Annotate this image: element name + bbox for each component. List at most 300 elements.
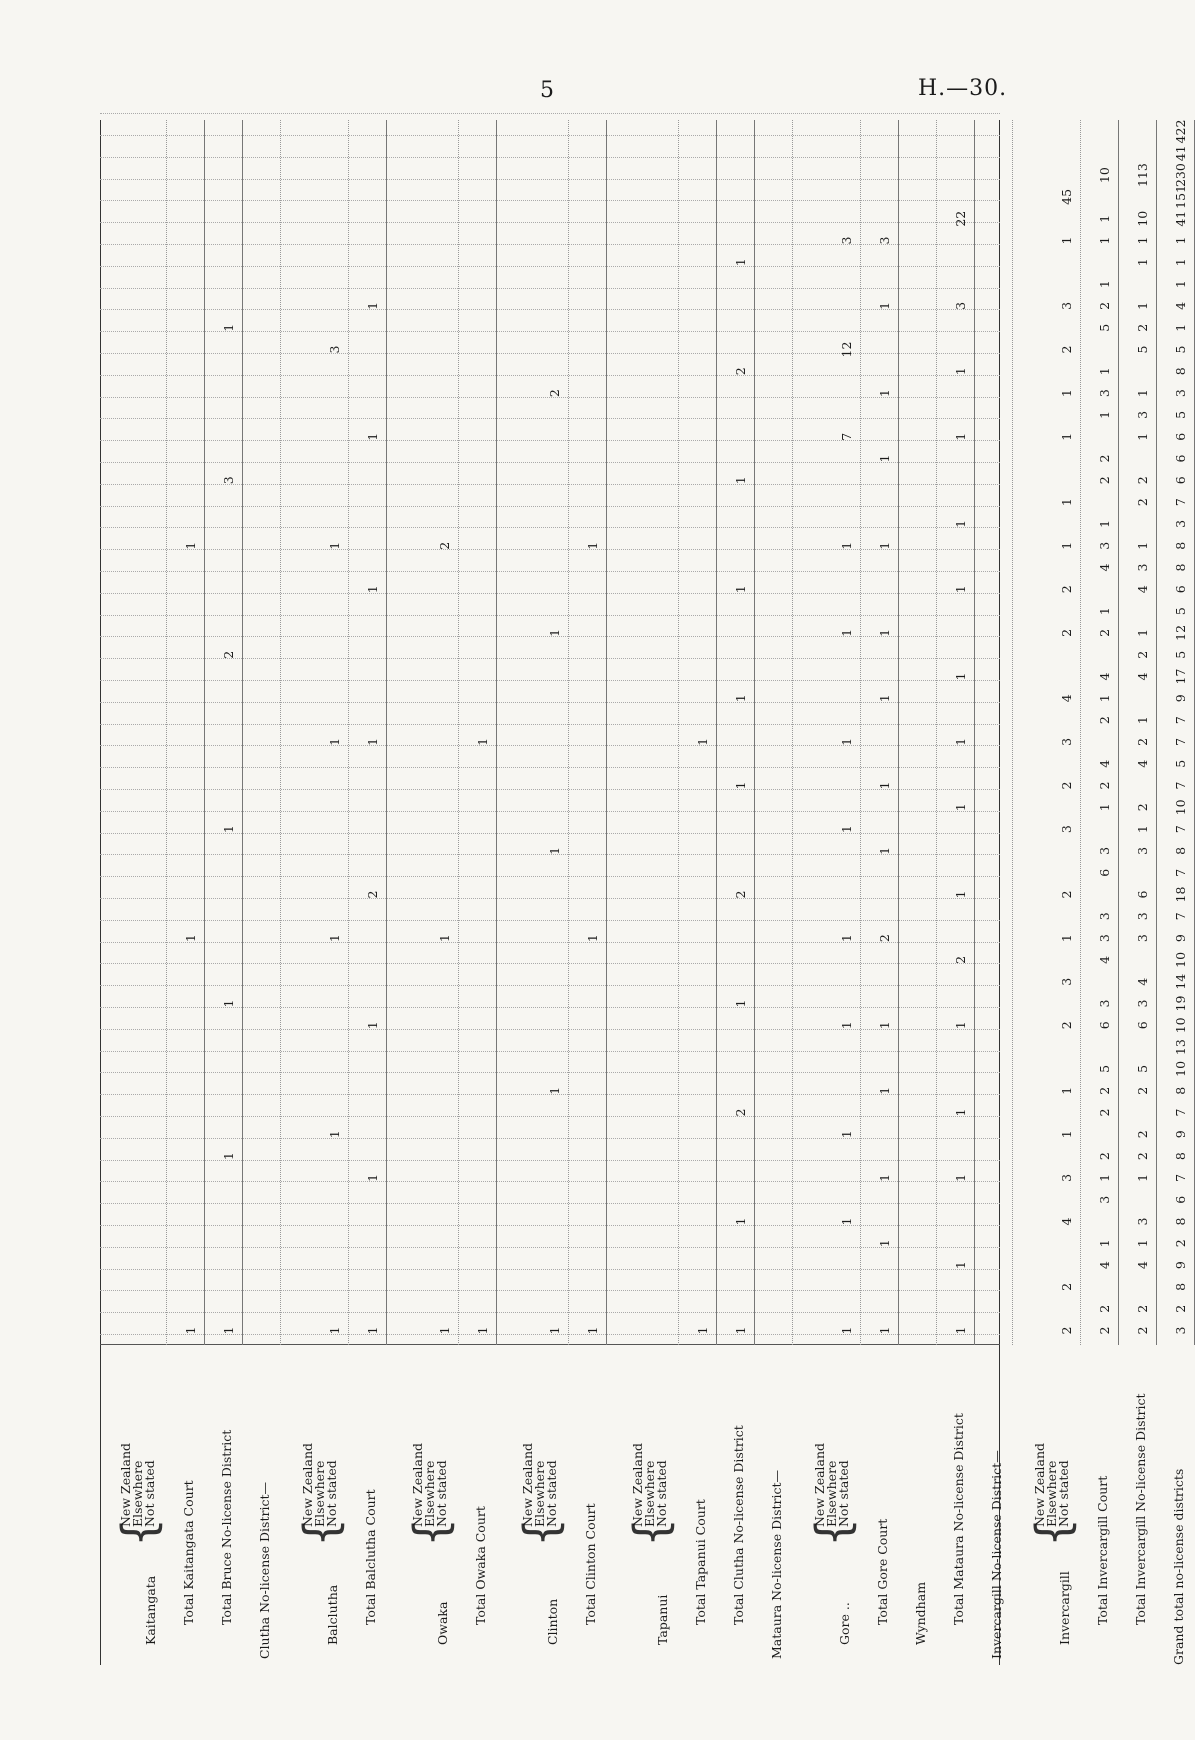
- sub-row-label: New Zealand: [630, 1442, 645, 1527]
- row-label: Balclutha: [325, 1584, 340, 1645]
- brace-icon: {: [112, 1517, 166, 1547]
- table-cell: 2: [1135, 1130, 1150, 1139]
- table-cell: 5: [1097, 1064, 1112, 1073]
- table-cell: 2: [1135, 323, 1150, 332]
- row-rule: [1118, 120, 1119, 1345]
- table-cell: 1: [183, 1326, 198, 1335]
- table-cell: 3: [1097, 999, 1112, 1008]
- table-cell: 1: [437, 934, 452, 943]
- table-cell: 1: [221, 1326, 236, 1335]
- row-values: [1173, 120, 1191, 1345]
- table-cell: 1: [1059, 1086, 1074, 1095]
- table-cell: 2: [1135, 1152, 1150, 1161]
- table-cell: 22: [953, 210, 968, 227]
- table-cell: 1: [953, 737, 968, 746]
- table-cell: 4: [1135, 1261, 1150, 1270]
- table-cell: 1: [953, 367, 968, 376]
- table-cell: 2: [1135, 1304, 1150, 1313]
- row-values: [1097, 120, 1115, 1345]
- table-cell: 1: [839, 1217, 854, 1226]
- table-cell: 3: [1059, 301, 1074, 310]
- table-cell: 1: [437, 1326, 452, 1335]
- row-rule: [496, 120, 497, 1345]
- table-cell: 9: [1173, 1261, 1188, 1270]
- table-cell: 1: [1097, 410, 1112, 419]
- table-cell: 5: [1173, 410, 1188, 419]
- table-cell: 2: [733, 367, 748, 376]
- table-cell: 1: [365, 1021, 380, 1030]
- table-cell: 1: [1097, 280, 1112, 289]
- table-cell: 1: [839, 541, 854, 550]
- table-cell: 1: [733, 781, 748, 790]
- table-cell: 1: [877, 628, 892, 637]
- table-cell: 4: [1135, 672, 1150, 681]
- table-cell: 3: [1135, 563, 1150, 572]
- table-cell: 1: [1135, 432, 1150, 441]
- sub-row-label: Not stated: [324, 1460, 339, 1527]
- table-cell: 1: [547, 846, 562, 855]
- row-label: Total Clinton Court: [583, 1503, 598, 1625]
- table-cell: 1: [839, 934, 854, 943]
- table-cell: 1: [327, 1130, 342, 1139]
- sub-row-label: New Zealand: [1032, 1442, 1047, 1527]
- table-cell: 3: [1135, 1217, 1150, 1226]
- table-cell: 1: [953, 672, 968, 681]
- row-label: Kaitangata: [143, 1575, 158, 1645]
- table-cell: 8: [1173, 367, 1188, 376]
- table-cell: 4: [1059, 694, 1074, 703]
- brace-icon: {: [806, 1517, 860, 1547]
- row-label: Total Gore Court: [875, 1518, 890, 1625]
- table-cell: 1: [1097, 803, 1112, 812]
- sub-row-label: Not stated: [142, 1460, 157, 1527]
- row-label: Total Bruce No-license District: [219, 1429, 234, 1625]
- table-cell: 3: [1059, 1173, 1074, 1182]
- table-cell: 41: [1173, 145, 1188, 162]
- table-cell: 2: [1097, 1086, 1112, 1095]
- table-cell: 1: [365, 432, 380, 441]
- row-rule: [678, 120, 679, 1345]
- table-cell: 3: [1097, 912, 1112, 921]
- table-cell: 1: [327, 934, 342, 943]
- table-cell: 1: [877, 301, 892, 310]
- table-cell: 3: [839, 236, 854, 245]
- sub-row-label: Not stated: [1056, 1460, 1071, 1527]
- table-cell: 2: [1059, 890, 1074, 899]
- row-label: Total Balclutha Court: [363, 1489, 378, 1625]
- statistics-table: [100, 119, 1188, 1665]
- table-cell: 1: [475, 737, 490, 746]
- table-cell: 3: [1135, 934, 1150, 943]
- table-cell: 1: [1173, 236, 1188, 245]
- table-cell: 1: [877, 389, 892, 398]
- table-cell: 3: [221, 476, 236, 485]
- table-cell: 1: [585, 1326, 600, 1335]
- table-cell: 230: [1173, 163, 1188, 188]
- document-code: H.—30.: [918, 76, 1008, 101]
- table-cell: 5: [1173, 759, 1188, 768]
- row-rule: [166, 120, 167, 1345]
- table-cell: 2: [1135, 1326, 1150, 1335]
- table-cell: 2: [1097, 1152, 1112, 1161]
- table-cell: 5: [1135, 345, 1150, 354]
- table-cell: 6: [1173, 454, 1188, 463]
- table-cell: 1: [953, 585, 968, 594]
- brace-icon: {: [404, 1517, 458, 1547]
- row-label: Gore ..: [837, 1602, 852, 1645]
- table-cell: 1: [1059, 934, 1074, 943]
- row-rule: [204, 120, 205, 1345]
- row-label: Invercargill: [1057, 1571, 1072, 1645]
- table-cell: 19: [1173, 995, 1188, 1012]
- table-cell: 3: [327, 345, 342, 354]
- table-cell: 5: [1135, 1064, 1150, 1073]
- table-cell: 2: [1135, 498, 1150, 507]
- table-cell: 113: [1135, 163, 1150, 188]
- table-cell: 3: [1097, 1195, 1112, 1204]
- row-values: [1059, 120, 1077, 1345]
- sub-row-label: Elsewhere: [312, 1460, 327, 1527]
- table-cell: 7: [1173, 498, 1188, 507]
- table-cell: 2: [1097, 1304, 1112, 1313]
- table-cell: 2: [1135, 737, 1150, 746]
- table-cell: 2: [1173, 1304, 1188, 1313]
- row-label: Total Invercargill Court: [1095, 1475, 1110, 1625]
- table-cell: 1: [327, 541, 342, 550]
- row-label: Wyndham: [913, 1581, 928, 1645]
- table-cell: 3: [1097, 389, 1112, 398]
- table-cell: 1: [183, 934, 198, 943]
- table-cell: 4: [1135, 759, 1150, 768]
- table-cell: 1: [327, 1326, 342, 1335]
- sub-row-label: Not stated: [544, 1460, 559, 1527]
- row-label: Clinton: [545, 1598, 560, 1645]
- table-cell: 2: [437, 541, 452, 550]
- table-cell: 1: [365, 737, 380, 746]
- table-cell: 1: [365, 585, 380, 594]
- table-cell: 1: [953, 1173, 968, 1182]
- table-cell: 1: [877, 1021, 892, 1030]
- sub-row-label: Elsewhere: [422, 1460, 437, 1527]
- sub-row-label: New Zealand: [300, 1442, 315, 1527]
- table-cell: 9: [1173, 694, 1188, 703]
- table-cell: 8: [1173, 1282, 1188, 1291]
- table-cell: 2: [953, 955, 968, 964]
- table-cell: 3: [1173, 389, 1188, 398]
- table-cell: 10: [1173, 1060, 1188, 1077]
- brace-icon: {: [624, 1517, 678, 1547]
- row-values: [547, 120, 565, 1345]
- row-values: [365, 120, 383, 1345]
- row-values: [695, 120, 713, 1345]
- row-values: [839, 120, 857, 1345]
- table-cell: 12: [839, 341, 854, 358]
- table-cell: 7: [1173, 912, 1188, 921]
- row-label: Grand total no-license districts: [1171, 1468, 1186, 1665]
- sub-row-label: New Zealand: [812, 1442, 827, 1527]
- table-cell: 1: [953, 1326, 968, 1335]
- table-cell: 17: [1173, 668, 1188, 685]
- table-cell: 6: [1173, 432, 1188, 441]
- table-cell: 2: [1059, 585, 1074, 594]
- table-cell: 1: [695, 737, 710, 746]
- table-cell: 6: [1135, 1021, 1150, 1030]
- row-label: Total Kaitangata Court: [181, 1480, 196, 1625]
- table-cell: 2: [1097, 454, 1112, 463]
- row-label: Total Invercargill No-license District: [1133, 1393, 1148, 1625]
- table-cell: 12: [1173, 624, 1188, 641]
- table-cell: 4: [1097, 1261, 1112, 1270]
- row-values: [585, 120, 603, 1345]
- row-rule: [458, 120, 459, 1345]
- table-cell: 1: [1135, 716, 1150, 725]
- table-cell: 1: [877, 1173, 892, 1182]
- table-cell: 2: [733, 890, 748, 899]
- table-cell: 3: [1135, 912, 1150, 921]
- table-cell: 1: [877, 1326, 892, 1335]
- table-cell: 1: [1059, 1130, 1074, 1139]
- table-cell: 1: [953, 1261, 968, 1270]
- table-cell: 1: [1097, 236, 1112, 245]
- row-rule: [974, 120, 975, 1345]
- table-cell: 2: [365, 890, 380, 899]
- table-cell: 1: [953, 1108, 968, 1117]
- row-rule: [568, 120, 569, 1345]
- table-cell: 1: [1135, 541, 1150, 550]
- row-label: Total Mataura No-license District: [951, 1413, 966, 1625]
- table-cell: 1: [547, 628, 562, 637]
- table-cell: 1: [953, 519, 968, 528]
- table-cell: 7: [1173, 737, 1188, 746]
- table-cell: 2: [1059, 1282, 1074, 1291]
- table-cell: 8: [1173, 1217, 1188, 1226]
- column-separator: [100, 113, 1000, 114]
- table-cell: 1: [585, 541, 600, 550]
- table-cell: 1: [1059, 236, 1074, 245]
- table-cell: 2: [1097, 716, 1112, 725]
- table-cell: 1: [1173, 258, 1188, 267]
- table-cell: 8: [1173, 1152, 1188, 1161]
- table-cell: 2: [221, 650, 236, 659]
- row-values: [475, 120, 493, 1345]
- table-cell: 1: [327, 737, 342, 746]
- table-cell: 1: [733, 1326, 748, 1335]
- row-rule: [1156, 120, 1157, 1345]
- row-label: Total Owaka Court: [473, 1506, 488, 1625]
- table-cell: 1: [733, 1217, 748, 1226]
- table-cell: 1: [365, 1326, 380, 1335]
- table-cell: 1: [547, 1086, 562, 1095]
- row-values: [953, 120, 971, 1345]
- table-cell: 9: [1173, 934, 1188, 943]
- row-rule: [936, 120, 937, 1345]
- row-values: [733, 120, 751, 1345]
- table-cell: 4: [1135, 977, 1150, 986]
- table-cell: 1: [839, 628, 854, 637]
- table-cell: 1: [877, 781, 892, 790]
- table-cell: 4: [1097, 955, 1112, 964]
- table-cell: 1: [1059, 432, 1074, 441]
- table-cell: 1: [733, 258, 748, 267]
- row-label: Invercargill No-license District—: [989, 1450, 1004, 1659]
- sub-row-label: New Zealand: [520, 1442, 535, 1527]
- table-cell: 4: [1097, 759, 1112, 768]
- table-cell: 7: [1173, 1173, 1188, 1182]
- table-cell: 1: [1135, 825, 1150, 834]
- row-rule: [716, 120, 717, 1345]
- sub-row-label: Elsewhere: [642, 1460, 657, 1527]
- row-rule: [1080, 120, 1081, 1345]
- table-cell: 18: [1173, 886, 1188, 903]
- sub-row-label: New Zealand: [118, 1442, 133, 1527]
- table-cell: 1: [953, 432, 968, 441]
- table-cell: 1: [1135, 1239, 1150, 1248]
- table-cell: 3: [1097, 934, 1112, 943]
- row-values: [437, 120, 455, 1345]
- table-cell: 8: [1173, 563, 1188, 572]
- table-cell: 1: [1173, 323, 1188, 332]
- table-cell: 1: [877, 846, 892, 855]
- table-cell: 1: [1059, 498, 1074, 507]
- table-cell: 45: [1059, 188, 1074, 205]
- table-cell: 3: [1135, 846, 1150, 855]
- table-cell: 2: [1059, 1326, 1074, 1335]
- table-cell: 6: [1097, 868, 1112, 877]
- table-cell: 1: [733, 999, 748, 1008]
- table-cell: 7: [1173, 825, 1188, 834]
- table-cell: 8: [1173, 541, 1188, 550]
- table-cell: 1: [1097, 519, 1112, 528]
- table-cell: 1: [365, 1173, 380, 1182]
- table-cell: 10: [1173, 799, 1188, 816]
- table-cell: 1: [221, 999, 236, 1008]
- table-cell: 1: [877, 1086, 892, 1095]
- row-rule: [280, 120, 281, 1345]
- row-values: [877, 120, 895, 1345]
- table-cell: 8: [1173, 1086, 1188, 1095]
- table-cell: 6: [1173, 476, 1188, 485]
- table-cell: 1: [1173, 280, 1188, 289]
- table-cell: 3: [1173, 519, 1188, 528]
- table-cell: 3: [877, 236, 892, 245]
- table-cell: 5: [1097, 323, 1112, 332]
- table-cell: 1: [1135, 1173, 1150, 1182]
- row-label: Mataura No-license District—: [769, 1469, 784, 1659]
- sub-row-label: Not stated: [836, 1460, 851, 1527]
- table-cell: 1: [365, 301, 380, 310]
- row-values: [327, 120, 345, 1345]
- table-cell: 1: [221, 825, 236, 834]
- table-cell: 3: [1059, 737, 1074, 746]
- row-label: Total Clutha No-license District: [731, 1425, 746, 1625]
- table-cell: 1: [1097, 1173, 1112, 1182]
- table-cell: 1: [1097, 1239, 1112, 1248]
- brace-icon: {: [1026, 1517, 1080, 1547]
- table-cell: 1: [585, 934, 600, 943]
- table-cell: 1: [733, 476, 748, 485]
- table-cell: 1: [839, 1021, 854, 1030]
- table-cell: 3: [953, 301, 968, 310]
- table-cell: 2: [1097, 476, 1112, 485]
- table-cell: 1: [877, 1239, 892, 1248]
- table-cell: 1: [221, 1152, 236, 1161]
- row-label: Owaka: [435, 1601, 450, 1645]
- brace-icon: {: [294, 1517, 348, 1547]
- sub-row-label: New Zealand: [410, 1442, 425, 1527]
- table-cell: 1: [183, 541, 198, 550]
- table-cell: 3: [1059, 977, 1074, 986]
- table-cell: 2: [1059, 628, 1074, 637]
- table-cell: 1: [221, 323, 236, 332]
- table-cell: 2: [1135, 803, 1150, 812]
- row-rule: [1012, 120, 1013, 1345]
- table-cell: 1: [839, 1326, 854, 1335]
- table-cell: 2: [1173, 1239, 1188, 1248]
- sub-row-label: Elsewhere: [532, 1460, 547, 1527]
- row-rule: [792, 120, 793, 1345]
- table-cell: 2: [1097, 628, 1112, 637]
- table-cell: 3: [1097, 541, 1112, 550]
- sub-row-label: Elsewhere: [130, 1460, 145, 1527]
- table-cell: 1: [547, 1326, 562, 1335]
- row-label: Total Tapanui Court: [693, 1499, 708, 1625]
- table-cell: 1: [1097, 694, 1112, 703]
- table-cell: 2: [1059, 781, 1074, 790]
- table-cell: 13: [1173, 1039, 1188, 1056]
- page-number: 5: [540, 78, 554, 103]
- sub-row-label: Not stated: [434, 1460, 449, 1527]
- table-cell: 10: [1135, 210, 1150, 227]
- table-cell: 1: [1059, 541, 1074, 550]
- table-cell: 3: [1097, 846, 1112, 855]
- table-cell: 2: [733, 1108, 748, 1117]
- row-rule: [386, 120, 387, 1345]
- row-rule: [860, 120, 861, 1345]
- table-cell: 1: [839, 737, 854, 746]
- table-cell: 2: [1059, 345, 1074, 354]
- table-cell: 5: [1173, 345, 1188, 354]
- table-cell: 1: [877, 454, 892, 463]
- table-cell: 1: [839, 1130, 854, 1139]
- table-cell: 1: [1097, 607, 1112, 616]
- table-cell: 1: [839, 825, 854, 834]
- table-cell: 5: [1173, 607, 1188, 616]
- table-cell: 1: [953, 803, 968, 812]
- table-cell: 9: [1173, 1130, 1188, 1139]
- table-cell: 4: [1135, 585, 1150, 594]
- table-cell: 3: [1173, 1326, 1188, 1335]
- sub-row-label: Elsewhere: [824, 1460, 839, 1527]
- table-cell: 1: [1135, 389, 1150, 398]
- row-values: [1135, 120, 1153, 1345]
- table-cell: 3: [1059, 825, 1074, 834]
- table-cell: 1: [1135, 301, 1150, 310]
- table-cell: 1: [695, 1326, 710, 1335]
- table-cell: 3: [1135, 999, 1150, 1008]
- table-cell: 1: [475, 1326, 490, 1335]
- table-cell: 7: [839, 432, 854, 441]
- table-cell: 8: [1173, 846, 1188, 855]
- table-cell: 6: [1135, 890, 1150, 899]
- table-cell: 4: [1097, 672, 1112, 681]
- table-cell: 4: [1059, 1217, 1074, 1226]
- table-cell: 1: [1059, 389, 1074, 398]
- table-cell: 7: [1173, 781, 1188, 790]
- table-cell: 2: [547, 389, 562, 398]
- table-cell: 4: [1097, 563, 1112, 572]
- table-cell: 7: [1173, 716, 1188, 725]
- table-cell: 422: [1173, 119, 1188, 144]
